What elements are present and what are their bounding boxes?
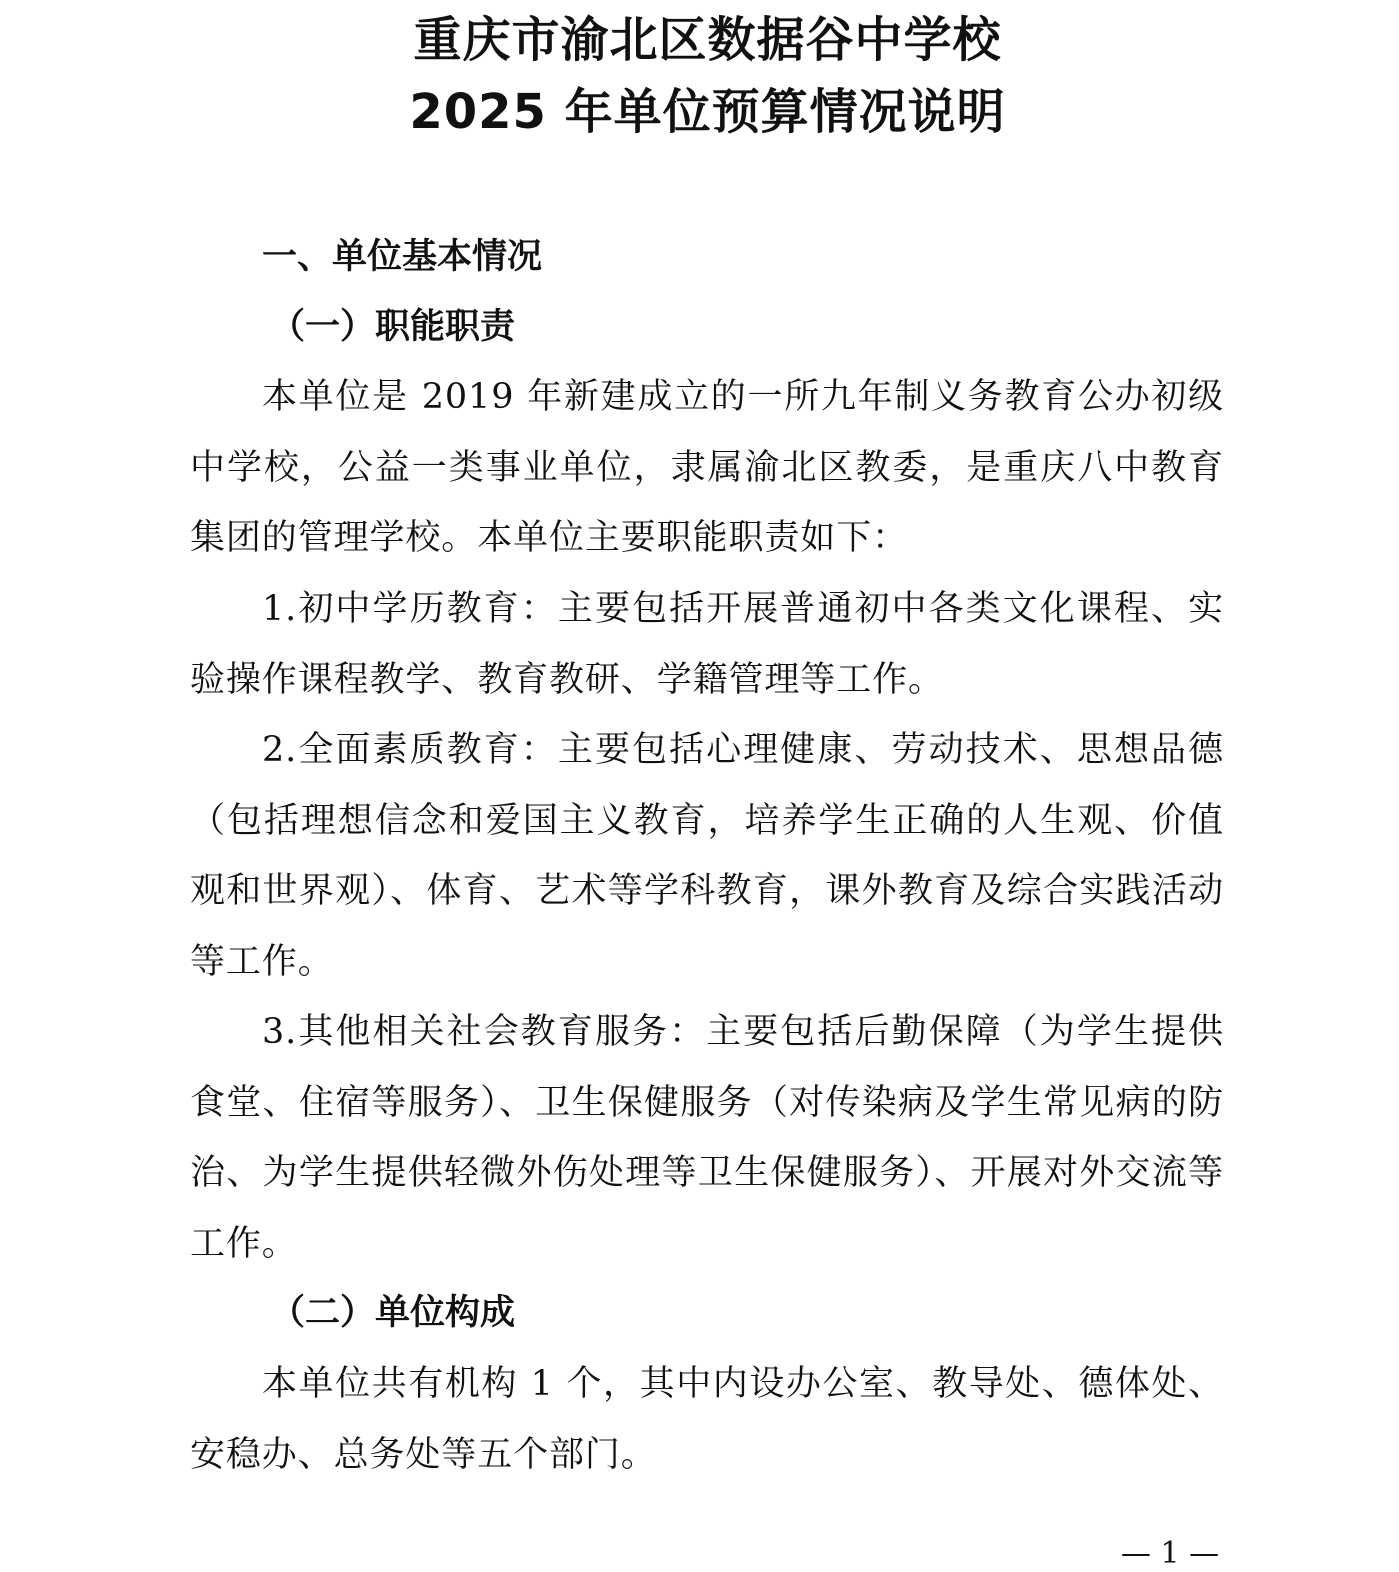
page-number: — 1 — [1120, 1536, 1220, 1571]
paragraph-item-1: 1.初中学历教育：主要包括开展普通初中各类文化课程、实验操作课程教学、教育教研、学籍管理等工作。 [190, 589, 1224, 700]
paragraph-item-3: 3.其他相关社会教育服务：主要包括后勤保障（为学生提供食堂、住宿等服务）、卫生保健服务（对传染病及学生常见病的防治、为学生提供轻微外伤处理等卫生保健服务）、开展对外交流等工作。 [190, 1012, 1224, 1264]
paragraph-intro: 本单位是 2019 年新建成立的一所九年制义务教育公办初级中学校，公益一类事业单位，隶属渝北区教委，是重庆八中教育集团的管理学校。本单位主要职能职责如下： [190, 377, 1224, 558]
subsection-heading-functions: （一）职能职责 [270, 307, 516, 347]
paragraph-item-2: 2.全面素质教育：主要包括心理健康、劳动技术、思想品德（包括理想信念和爱国主义教育，培养学生正确的人生观、价值观和世界观）、体育、艺术等学科教育，课外教育及综合实践活动等工作。 [190, 730, 1224, 982]
document-title-line2: 2025 年单位预算情况说明 [409, 84, 1006, 140]
section-heading-basic-info: 一、单位基本情况 [262, 237, 543, 277]
paragraph-structure: 本单位共有机构 1 个，其中内设办公室、教导处、德体处、安稳办、总务处等五个部门。 [190, 1364, 1224, 1475]
subsection-heading-structure: （二）单位构成 [270, 1293, 516, 1333]
document-title-line1: 重庆市渝北区数据谷中学校 [413, 12, 1002, 68]
